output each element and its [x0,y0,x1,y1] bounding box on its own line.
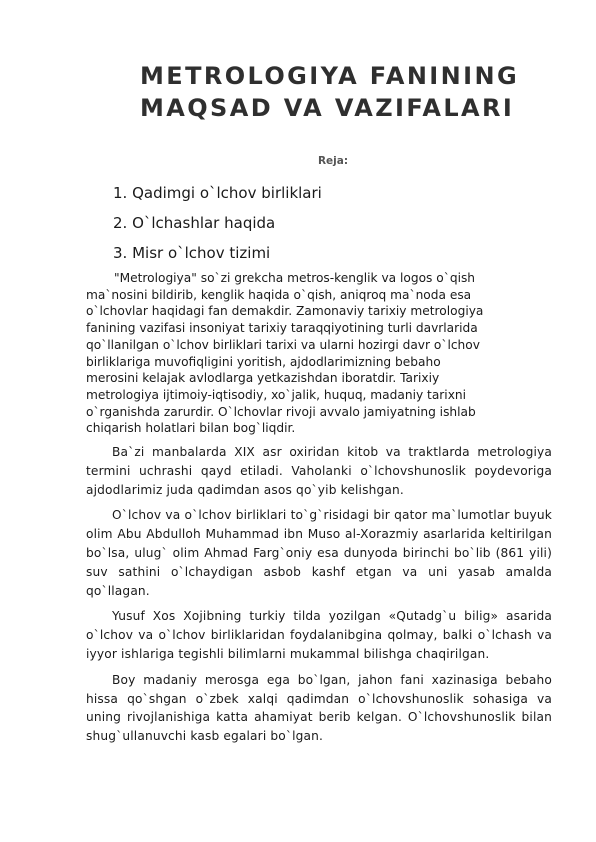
plan-heading: Reja: [317,155,349,167]
title-line-2: MAQSAD VA VAZIFALARI [140,94,515,122]
intro-line: merosini kelajak avlodlarga yetkazishdan iboratdir. Tarixiy [86,371,440,386]
document-title [140,60,560,124]
intro-line: birliklariga muvofiqligini yoritish, ajdodlarimizning bebaho [86,354,441,369]
body-text [86,270,552,753]
paragraph: Ba`zi manbalarda XIX asr oxiridan kitob va traktlarda metrologiya termini uchrashi qayd etiladi. Vaholanki o`lchovshunoslik poydevoriga ajdodlarimiz juda qadimdan asos qo`yib kelishgan. [86,445,552,497]
intro-line: o`rganishda zarurdir. O`lchovlar rivoji avvalo jamiyatning ishlab [86,404,476,419]
plan-item: 1. Qadimgi o`lchov birliklari [113,184,322,202]
plan-list [113,178,322,268]
intro-line: "Metrologiya" so`zi grekcha metros-kenglik va logos o`qish [114,271,476,285]
intro-line: ma`nosini bildirib, kenglik haqida o`qish, aniqroq ma`noda esa [86,287,472,302]
paragraph: Yusuf Xos Xojibning turkiy tilda yozilgan «Qutadg`u bilig» asarida o`lchov va o`lchov birliklaridan foydalanibgina qolmay, balki o`lchash va iyyor ishlariga tegishli bilimlarni mukammal bilishga chaqirilgan. [86,609,552,661]
intro-line: o`lchovlar haqidagi fan demakdir. Zamonaviy tarixiy metrologiya [86,304,484,319]
intro-paragraph [86,270,552,437]
intro-line: qo`llanilgan o`lchov birliklari tarixi va ularni hozirgi davr o`lchov [86,337,480,352]
plan-item: 3. Misr o`lchov tizimi [113,244,271,262]
paragraph: O`lchov va o`lchov birliklari to`g`risidagi bir qator ma`lumotlar buyuk olim Abu Abdulloh Muhammad ibn Muso al-Xorazmiy asarlarida keltirilgan bo`lsa, ulug` olim Ahmad Farg`oniy esa dunyoda birinchi bo`lib (861 yili) suv sathini o`lchaydigan asbob kashf etgan va uni yasab amalda qo`llagan. [86,508,552,598]
intro-line: fanining vazifasi insoniyat tarixiy taraqqiyotining turli davrlarida [86,321,478,336]
paragraph: Boy madaniy merosga ega bo`lgan, jahon fani xazinasiga bebaho hissa qo`shgan o`zbek xalqi qadimdan o`lchovshunoslik sohasiga va uning rivojlanishiga katta ahamiyat berib kelgan. O`lchovshunoslik bilan shug`ullanuvchi kasb egalari bo`lgan. [86,672,552,744]
title-line-1: METROLOGIYA FANINING [140,62,520,90]
plan-item: 2. O`lchashlar haqida [113,214,276,232]
intro-line: chiqarish holatlari bilan bog`liqdir. [86,421,296,436]
intro-line: metrologiya ijtimoiy-iqtisodiy, xo`jalik, huquq, madaniy tarixni [86,387,467,402]
